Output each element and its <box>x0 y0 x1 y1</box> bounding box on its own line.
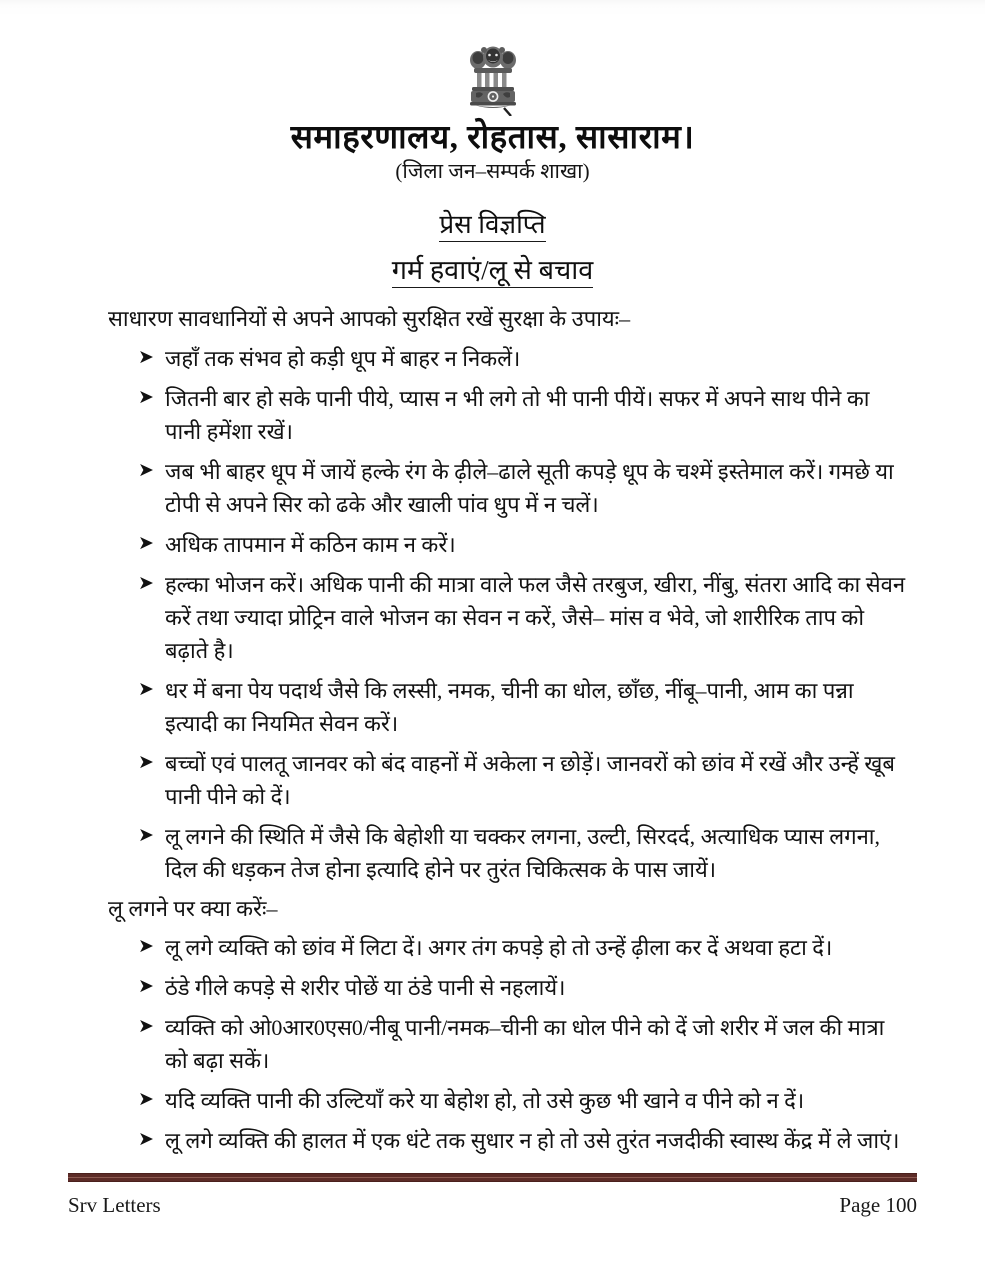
document-title <box>0 209 985 240</box>
list-item <box>108 382 907 448</box>
list-item <box>108 1124 907 1157</box>
list-item-text: लू लगे व्यक्ति की हालत में एक धंटे तक सुधार न हो तो उसे तुरंत नजदीकी स्वास्थ केंद्र में ले जाएं। <box>165 1128 900 1154</box>
arrow-bullet-icon: ➤ <box>138 1016 154 1038</box>
arrow-bullet-icon: ➤ <box>138 936 154 958</box>
lead-paragraph: साधारण सावधानियों से अपने आपको सुरक्षित रखें सुरक्षा के उपायः– <box>108 305 631 331</box>
treatment-section-heading: लू लगने पर क्या करेंः– <box>108 895 278 921</box>
arrow-bullet-icon: ➤ <box>138 346 154 368</box>
ashoka-lion-capital-emblem-icon <box>464 44 522 116</box>
footer-row <box>68 1193 917 1218</box>
footer-divider <box>68 1173 917 1182</box>
document-subtitle-text: गर्म हवाएं/लू से बचाव <box>392 255 594 288</box>
list-item <box>108 971 907 1004</box>
treatment-steps-list <box>108 931 907 1157</box>
arrow-bullet-icon: ➤ <box>138 459 154 481</box>
emblem-container <box>0 0 985 116</box>
list-item <box>108 820 907 886</box>
list-item-text: अधिक तापमान में कठिन काम न करें। <box>165 531 456 557</box>
document-body <box>0 303 985 1158</box>
arrow-bullet-icon: ➤ <box>138 1089 154 1111</box>
list-item-text: बच्चों एवं पालतू जानवर को बंद वाहनों में अकेला न छोड़ें। जानवरों को छांव में रखें और उन्हें खूब पानी पीने को दें। <box>165 750 895 809</box>
list-item <box>108 747 907 813</box>
arrow-bullet-icon: ➤ <box>138 976 154 998</box>
page-footer <box>68 1173 917 1218</box>
list-item <box>108 674 907 740</box>
list-item-text: लू लगने की स्थिति में जैसे कि बेहोशी या चक्कर लगना, उल्टी, सिरदर्द, अत्याधिक प्यास लगना, दिल की धड़कन तेज होना इत्यादि होने पर तुरंत चिकित्सक के पास जायें। <box>165 823 881 882</box>
footer-left-label: Srv Letters <box>68 1193 161 1217</box>
organization-title: समाहरणालय, रोहतास, सासाराम। <box>290 120 695 156</box>
list-item-text: हल्का भोजन करें। अधिक पानी की मात्रा वाले फल जैसे तरबुज, खीरा, नींबु, संतरा आदि का सेवन करें तथा ज्यादा प्रोट्रिन वाले भोजन का सेवन न करें, जैसे– मांस व भेवे, जो शारीरिक ताप को बढ़ाते है। <box>165 571 906 663</box>
arrow-bullet-icon: ➤ <box>138 824 154 846</box>
arrow-bullet-icon: ➤ <box>138 572 154 594</box>
list-item-text: ठंडे गीले कपड़े से शरीर पोछें या ठंडे पानी से नहलायें। <box>165 975 566 1001</box>
list-item-text: यदि व्यक्ति पानी की उल्टियाँ करे या बेहोश हो, तो उसे कुछ भी खाने व पीने को न दें। <box>165 1088 805 1114</box>
organization-subtitle: (जिला जन–सम्पर्क शाखा) <box>395 158 590 183</box>
list-item <box>108 931 907 964</box>
list-item-text: जितनी बार हो सके पानी पीये, प्यास न भी लगे तो भी पानी पीयें। सफर में अपने साथ पीने का पानी हमेंशा रखें। <box>165 385 870 444</box>
list-item <box>108 1011 907 1077</box>
list-item <box>108 568 907 667</box>
arrow-bullet-icon: ➤ <box>138 1129 154 1151</box>
list-item <box>108 342 907 375</box>
document-subtitle <box>0 254 985 286</box>
list-item-text: जहाँ तक संभव हो कड़ी धूप में बाहर न निकलें। <box>165 345 521 371</box>
list-item-text: लू लगे व्यक्ति को छांव में लिटा दें। अगर तंग कपड़े हो तो उन्हें ढ़ीला कर दें अथवा हटा दें। <box>165 935 833 961</box>
arrow-bullet-icon: ➤ <box>138 678 154 700</box>
list-item <box>108 455 907 521</box>
list-item-text: धर में बना पेय पदार्थ जैसे कि लस्सी, नमक, चीनी का धोल, छाँछ, नींबू–पानी, आम का पन्ना इत्यादी का नियमित सेवन करें। <box>165 677 854 736</box>
list-item <box>108 1084 907 1117</box>
arrow-bullet-icon: ➤ <box>138 751 154 773</box>
prevention-tips-list <box>108 342 907 886</box>
arrow-bullet-icon: ➤ <box>138 532 154 554</box>
list-item <box>108 528 907 561</box>
list-item-text: जब भी बाहर धूप में जायें हल्के रंग के ढ़ीले–ढाले सूती कपड़े धूप के चश्में इस्तेमाल करें। गमछे या टोपी से अपने सिर को ढके और खाली पांव धुप में न चलें। <box>165 458 894 517</box>
arrow-bullet-icon: ➤ <box>138 386 154 408</box>
document-title-text: प्रेस विज्ञप्ति <box>439 210 545 242</box>
list-item-text: व्यक्ति को ओ0आर0एस0/नीबू पानी/नमक–चीनी का धोल पीने को दें जो शरीर में जल की मात्रा को बढ़ा सकें। <box>165 1015 885 1074</box>
page-number-label: Page 100 <box>839 1193 917 1217</box>
